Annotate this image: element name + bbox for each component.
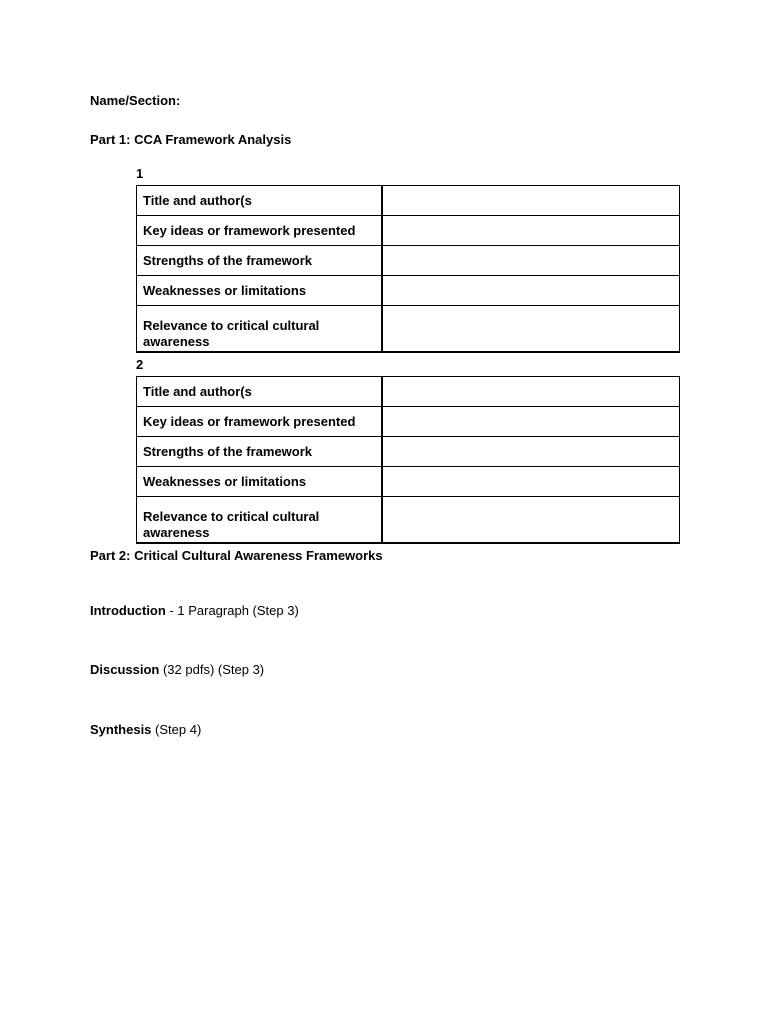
row-value-cell[interactable] xyxy=(382,216,680,246)
synthesis-detail: (Step 4) xyxy=(151,722,202,737)
row-label: Strengths of the framework xyxy=(137,246,383,276)
row-label: Strengths of the framework xyxy=(137,437,383,467)
row-value-cell[interactable] xyxy=(382,246,680,276)
introduction-detail: - 1 Paragraph (Step 3) xyxy=(165,603,299,618)
row-label: Title and author(s xyxy=(137,377,383,407)
row-label: Relevance to critical cultural awareness xyxy=(137,306,383,352)
row-label: Relevance to critical cultural awareness xyxy=(137,497,383,543)
cca-table-2 xyxy=(136,376,680,544)
table-row xyxy=(137,186,680,216)
table-row xyxy=(137,377,680,407)
name-section-label: Name/Section: xyxy=(90,93,181,108)
table-1-number: 1 xyxy=(136,166,144,181)
table-row xyxy=(137,216,680,246)
row-value-cell[interactable] xyxy=(382,377,680,407)
table-2-number: 2 xyxy=(136,357,144,372)
table-row xyxy=(137,497,680,543)
row-value-cell[interactable] xyxy=(382,306,680,352)
synthesis-line xyxy=(90,722,201,738)
row-label: Weaknesses or limitations xyxy=(137,467,383,497)
synthesis-label: Synthesis xyxy=(90,722,152,737)
part2-title: Part 2: Critical Cultural Awareness Frameworks xyxy=(90,548,383,563)
discussion-detail: (32 pdfs) (Step 3) xyxy=(159,662,265,677)
row-value-cell[interactable] xyxy=(382,437,680,467)
table-row xyxy=(137,306,680,352)
part1-title: Part 1: CCA Framework Analysis xyxy=(90,132,292,147)
row-label: Weaknesses or limitations xyxy=(137,276,383,306)
table-row xyxy=(137,467,680,497)
introduction-line xyxy=(90,603,299,619)
introduction-label: Introduction xyxy=(90,603,166,618)
table-row xyxy=(137,437,680,467)
discussion-label: Discussion xyxy=(90,662,160,677)
row-value-cell[interactable] xyxy=(382,276,680,306)
row-value-cell[interactable] xyxy=(382,186,680,216)
table-row xyxy=(137,246,680,276)
row-label: Title and author(s xyxy=(137,186,383,216)
row-value-cell[interactable] xyxy=(382,467,680,497)
row-value-cell[interactable] xyxy=(382,497,680,543)
row-value-cell[interactable] xyxy=(382,407,680,437)
table-row xyxy=(137,407,680,437)
row-label: Key ideas or framework presented xyxy=(137,407,383,437)
cca-table-1 xyxy=(136,185,680,353)
table-row xyxy=(137,276,680,306)
discussion-line xyxy=(90,662,264,678)
row-label: Key ideas or framework presented xyxy=(137,216,383,246)
